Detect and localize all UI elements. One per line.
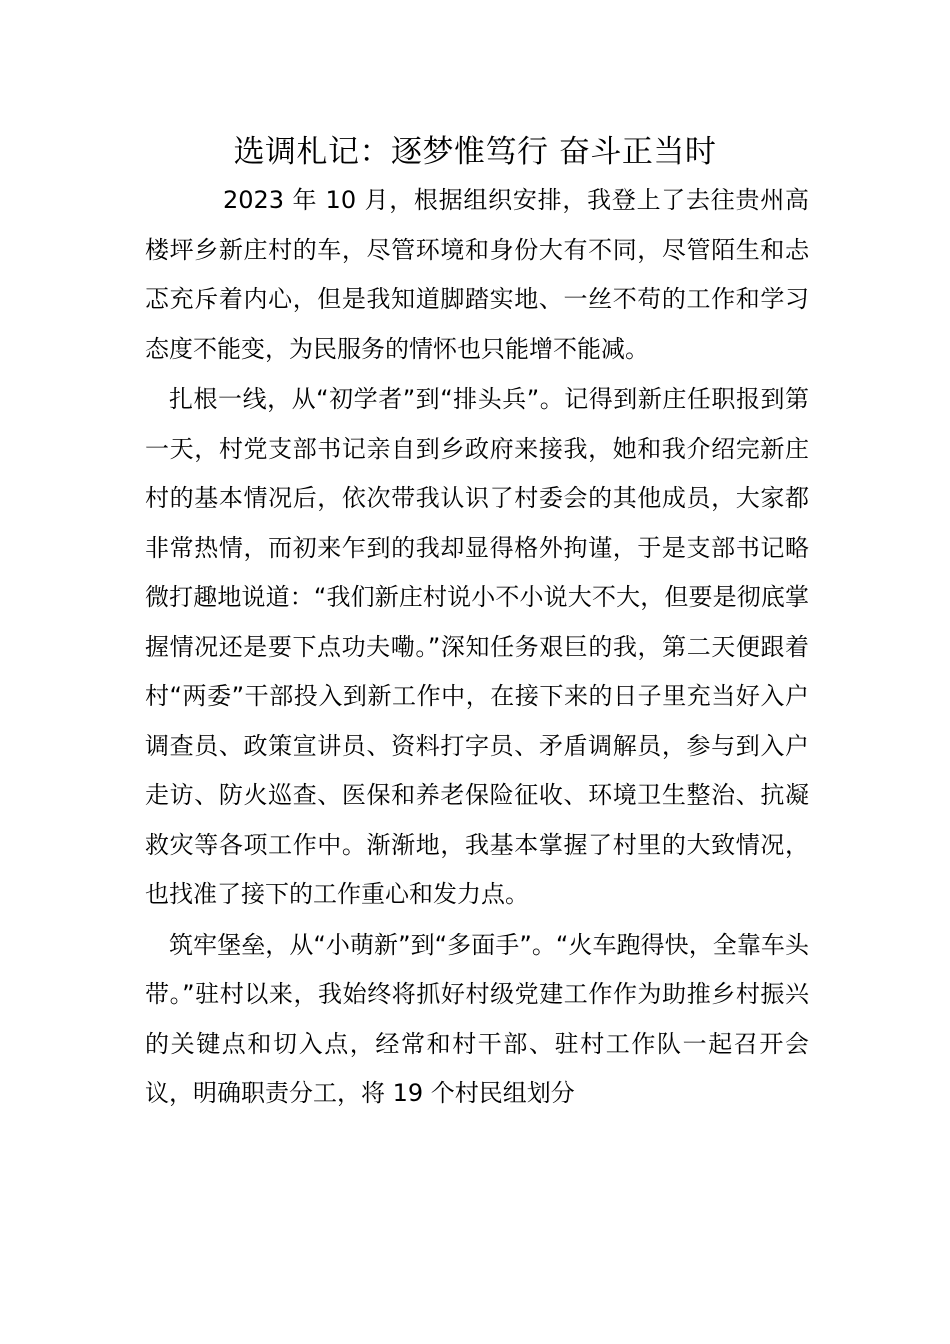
paragraph-rooting: 扎根一线，从“初学者”到“排头兵”。记得到新庄任职报到第一天，村党支部书记亲自到乡政府来接我，她和我介绍完新庄村的基本情况后，依次带我认识了村委会的其他成员，大家都非常热情，而初来乍到的我却显得格外拘谨，于是支部书记略微打趣地说道：“我们新庄村说小不小说大不大，但要是彻底掌握情况还是要下点功夫嘞。”深知任务艰巨的我，第二天便跟着村“两委”干部投入到新工作中，在接下来的日子里充当好入户调查员、政策宣讲员、资料打字员、矛盾调解员，参与到入户走访、防火巡查、医保和养老保险征收、环境卫生整治、抗凝救灾等各项工作中。渐渐地，我基本掌握了村里的大致情况，也找准了接下的工作重心和发力点。 [145,385,809,908]
document-body [145,176,809,1120]
paragraph-intro: 2023 年 10 月，根据组织安排，我登上了去往贵州高楼坪乡新庄村的车，尽管环境和身份大有不同，尽管陌生和忐忑充斥着内心，但是我知道脚踏实地、一丝不苟的工作和学习态度不能变，为民服务的情怀也只能增不能减。 [145,186,809,363]
paragraph-fortress: 筑牢堡垒，从“小萌新”到“多面手”。“火车跑得快，全靠车头带。”驻村以来，我始终将抓好村级党建工作作为助推乡村振兴的关键点和切入点，经常和村干部、驻村工作队一起召开会议，明确职责分工，将 19 个村民组划分 [145,930,809,1107]
document-title: 选调札记：逐梦惟笃行 奋斗正当时 [233,134,717,170]
